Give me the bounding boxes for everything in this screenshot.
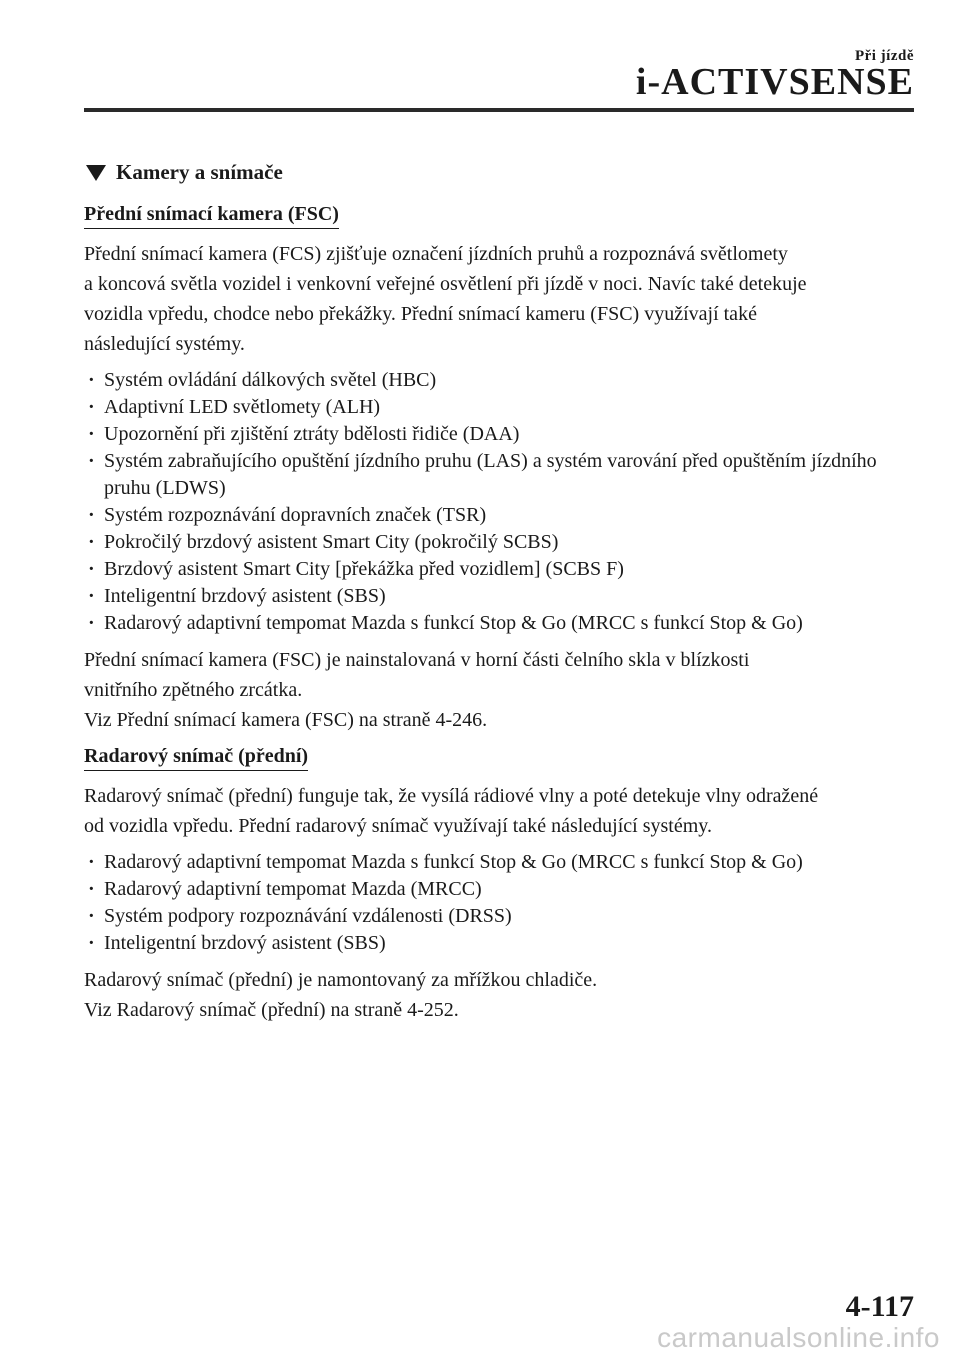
header-divider — [84, 108, 914, 112]
list-item: · Adaptivní LED světlomety (ALH) — [84, 394, 914, 421]
list-item: · Systém rozpoznávání dopravních značek (TSR) — [84, 502, 914, 529]
fsc-heading: Přední snímací kamera (FSC) — [84, 203, 339, 229]
list-item: · Systém podpory rozpoznávání vzdálenosti (DRSS) — [84, 903, 914, 930]
list-item: · Radarový adaptivní tempomat Mazda s funkcí Stop & Go (MRCC s funkcí Stop & Go) — [84, 610, 914, 637]
section-heading-text: Kamery a snímače — [116, 160, 283, 184]
fsc-intro-line: Přední snímací kamera (FCS) zjišťuje označení jízdních pruhů a rozpoznává světlomety — [84, 243, 788, 265]
fsc-location — [84, 645, 914, 735]
fsc-location-line: vnitřního zpětného zrcátka. — [84, 679, 303, 701]
page-number: 4-117 — [845, 1290, 914, 1323]
fsc-intro — [84, 239, 914, 359]
list-item: · Brzdový asistent Smart City [překážka před vozidlem] (SCBS F) — [84, 556, 914, 583]
radar-location-line: Radarový snímač (přední) je namontovaný za mřížkou chladiče. — [84, 969, 598, 991]
list-item: · Systém zabraňujícího opuštění jízdního pruhu (LAS) a systém varování před opuštěním jízdního pruhu (LDWS) — [84, 448, 914, 502]
fsc-intro-line: vozidla vpředu, chodce nebo překážky. Přední snímací kameru (FSC) využívají také — [84, 303, 757, 325]
radar-heading: Radarový snímač (přední) — [84, 745, 308, 771]
list-item: · Inteligentní brzdový asistent (SBS) — [84, 930, 914, 957]
radar-intro-line: Radarový snímač (přední) funguje tak, že vysílá rádiové vlny a poté detekuje vlny odražené — [84, 785, 819, 807]
list-item: · Upozornění při zjištění ztráty bdělosti řidiče (DAA) — [84, 421, 914, 448]
radar-systems-list — [84, 849, 914, 957]
chapter-label: Při jízdě — [854, 48, 914, 64]
list-item: · Radarový adaptivní tempomat Mazda (MRCC) — [84, 876, 914, 903]
radar-reference: Viz Radarový snímač (přední) na straně 4-252. — [84, 999, 459, 1021]
list-item: · Inteligentní brzdový asistent (SBS) — [84, 583, 914, 610]
triangle-bullet-icon — [86, 165, 106, 181]
page-content — [84, 160, 914, 1035]
section-heading — [84, 160, 914, 185]
radar-location — [84, 965, 914, 1025]
fsc-section — [84, 203, 914, 735]
fsc-intro-line: následující systémy. — [84, 333, 245, 355]
fsc-intro-line: a koncová světla vozidel i venkovní veřejné osvětlení při jízdě v noci. Navíc také detekuje — [84, 273, 807, 295]
radar-intro-line: od vozidla vpředu. Přední radarový snímač využívají také následující systémy. — [84, 815, 712, 837]
radar-intro — [84, 781, 914, 841]
chapter-title: i-ACTIVSENSE — [635, 61, 914, 103]
fsc-reference: Viz Přední snímací kamera (FSC) na straně 4-246. — [84, 709, 488, 731]
watermark: carmanualsonline.info — [657, 1322, 940, 1353]
radar-section — [84, 745, 914, 1025]
list-item: · Pokročilý brzdový asistent Smart City (pokročilý SCBS) — [84, 529, 914, 556]
list-item: · Systém ovládání dálkových světel (HBC) — [84, 367, 914, 394]
fsc-systems-list — [84, 367, 914, 637]
fsc-location-line: Přední snímací kamera (FSC) je nainstalovaná v horní části čelního skla v blízkosti — [84, 649, 750, 671]
list-item: · Radarový adaptivní tempomat Mazda s funkcí Stop & Go (MRCC s funkcí Stop & Go) — [84, 849, 914, 876]
